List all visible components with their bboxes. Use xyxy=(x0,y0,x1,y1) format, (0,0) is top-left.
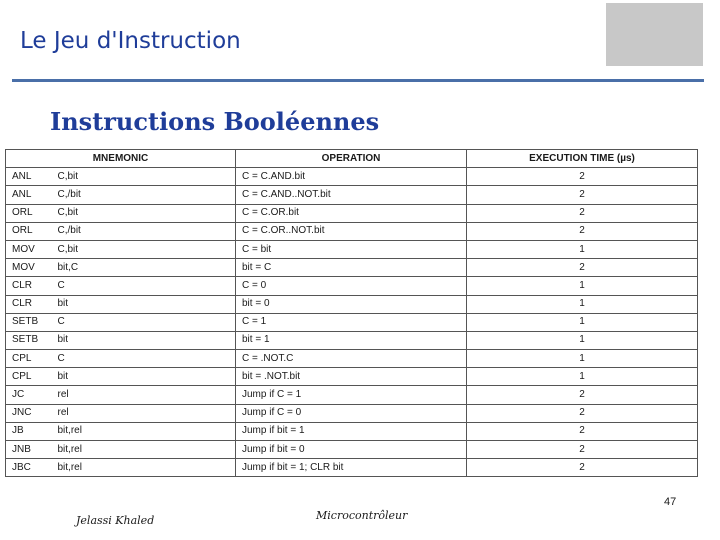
table-row xyxy=(6,313,698,331)
operand-cell: bit,C xyxy=(58,259,236,277)
mnemonic-cell: JNB xyxy=(6,441,58,459)
table-row xyxy=(6,404,698,422)
title-divider xyxy=(12,79,704,82)
operand-cell: bit xyxy=(58,331,236,349)
operation-cell: C = .NOT.C xyxy=(236,350,467,368)
operand-cell: C,bit xyxy=(58,168,236,186)
operand-cell: C,bit xyxy=(58,240,236,258)
execution-time-cell: 2 xyxy=(467,386,698,404)
execution-time-cell: 1 xyxy=(467,295,698,313)
execution-time-cell: 2 xyxy=(467,204,698,222)
operand-cell: C,/bit xyxy=(58,222,236,240)
mnemonic-cell: MOV xyxy=(6,259,58,277)
operand-cell: C,bit xyxy=(58,204,236,222)
table-row xyxy=(6,168,698,186)
table-row xyxy=(6,459,698,477)
operand-cell: bit,rel xyxy=(58,441,236,459)
operation-cell: bit = .NOT.bit xyxy=(236,368,467,386)
operand-cell: C xyxy=(58,277,236,295)
mnemonic-cell: SETB xyxy=(6,331,58,349)
mnemonic-cell: JC xyxy=(6,386,58,404)
footer-course: Microcontrôleur xyxy=(316,509,408,522)
mnemonic-cell: CLR xyxy=(6,295,58,313)
operation-cell: C = C.AND.bit xyxy=(236,168,467,186)
table-row xyxy=(6,222,698,240)
slide-title: Le Jeu d'Instruction xyxy=(20,28,241,54)
footer-author: Jelassi Khaled xyxy=(76,514,155,527)
page-number: 47 xyxy=(664,496,677,508)
mnemonic-cell: ORL xyxy=(6,222,58,240)
operation-cell: bit = 0 xyxy=(236,295,467,313)
operation-cell: Jump if C = 0 xyxy=(236,404,467,422)
mnemonic-cell: CPL xyxy=(6,350,58,368)
operation-cell: C = C.OR..NOT.bit xyxy=(236,222,467,240)
corner-decoration xyxy=(606,3,703,66)
execution-time-cell: 2 xyxy=(467,441,698,459)
table-row xyxy=(6,240,698,258)
execution-time-cell: 2 xyxy=(467,422,698,440)
execution-time-cell: 2 xyxy=(467,168,698,186)
execution-time-cell: 1 xyxy=(467,368,698,386)
mnemonic-cell: ORL xyxy=(6,204,58,222)
table-body xyxy=(6,168,698,477)
section-subtitle: Instructions Booléennes xyxy=(50,107,380,136)
execution-time-cell: 2 xyxy=(467,222,698,240)
operation-cell: C = 0 xyxy=(236,277,467,295)
execution-time-cell: 1 xyxy=(467,240,698,258)
operation-cell: Jump if C = 1 xyxy=(236,386,467,404)
operation-cell: bit = C xyxy=(236,259,467,277)
operation-cell: Jump if bit = 1 xyxy=(236,422,467,440)
boolean-instructions-table xyxy=(5,149,698,477)
operation-cell: C = C.OR.bit xyxy=(236,204,467,222)
column-header-mnemonic: MNEMONIC xyxy=(6,150,236,168)
table-row xyxy=(6,295,698,313)
operand-cell: C xyxy=(58,313,236,331)
operation-cell: Jump if bit = 0 xyxy=(236,441,467,459)
operand-cell: C,/bit xyxy=(58,186,236,204)
mnemonic-cell: CPL xyxy=(6,368,58,386)
table-row xyxy=(6,277,698,295)
table-row xyxy=(6,350,698,368)
table-row xyxy=(6,422,698,440)
table-row xyxy=(6,331,698,349)
column-header-operation: OPERATION xyxy=(236,150,467,168)
operation-cell: C = bit xyxy=(236,240,467,258)
table-row xyxy=(6,368,698,386)
mnemonic-cell: JB xyxy=(6,422,58,440)
table-row xyxy=(6,441,698,459)
operand-cell: rel xyxy=(58,386,236,404)
execution-time-cell: 2 xyxy=(467,459,698,477)
mnemonic-cell: SETB xyxy=(6,313,58,331)
operand-cell: bit xyxy=(58,368,236,386)
operand-cell: bit xyxy=(58,295,236,313)
operation-cell: bit = 1 xyxy=(236,331,467,349)
execution-time-cell: 1 xyxy=(467,331,698,349)
execution-time-cell: 2 xyxy=(467,186,698,204)
operand-cell: bit,rel xyxy=(58,459,236,477)
table-row xyxy=(6,259,698,277)
operation-cell: C = 1 xyxy=(236,313,467,331)
execution-time-cell: 2 xyxy=(467,259,698,277)
mnemonic-cell: ANL xyxy=(6,168,58,186)
table-row xyxy=(6,386,698,404)
table-header-row xyxy=(6,150,698,168)
mnemonic-cell: MOV xyxy=(6,240,58,258)
mnemonic-cell: JNC xyxy=(6,404,58,422)
mnemonic-cell: JBC xyxy=(6,459,58,477)
operand-cell: rel xyxy=(58,404,236,422)
mnemonic-cell: CLR xyxy=(6,277,58,295)
execution-time-cell: 2 xyxy=(467,404,698,422)
operand-cell: bit,rel xyxy=(58,422,236,440)
mnemonic-cell: ANL xyxy=(6,186,58,204)
operation-cell: C = C.AND..NOT.bit xyxy=(236,186,467,204)
execution-time-cell: 1 xyxy=(467,277,698,295)
execution-time-cell: 1 xyxy=(467,350,698,368)
column-header-execution-time: EXECUTION TIME (µs) xyxy=(467,150,698,168)
execution-time-cell: 1 xyxy=(467,313,698,331)
table-row xyxy=(6,186,698,204)
operation-cell: Jump if bit = 1; CLR bit xyxy=(236,459,467,477)
operand-cell: C xyxy=(58,350,236,368)
table-row xyxy=(6,204,698,222)
